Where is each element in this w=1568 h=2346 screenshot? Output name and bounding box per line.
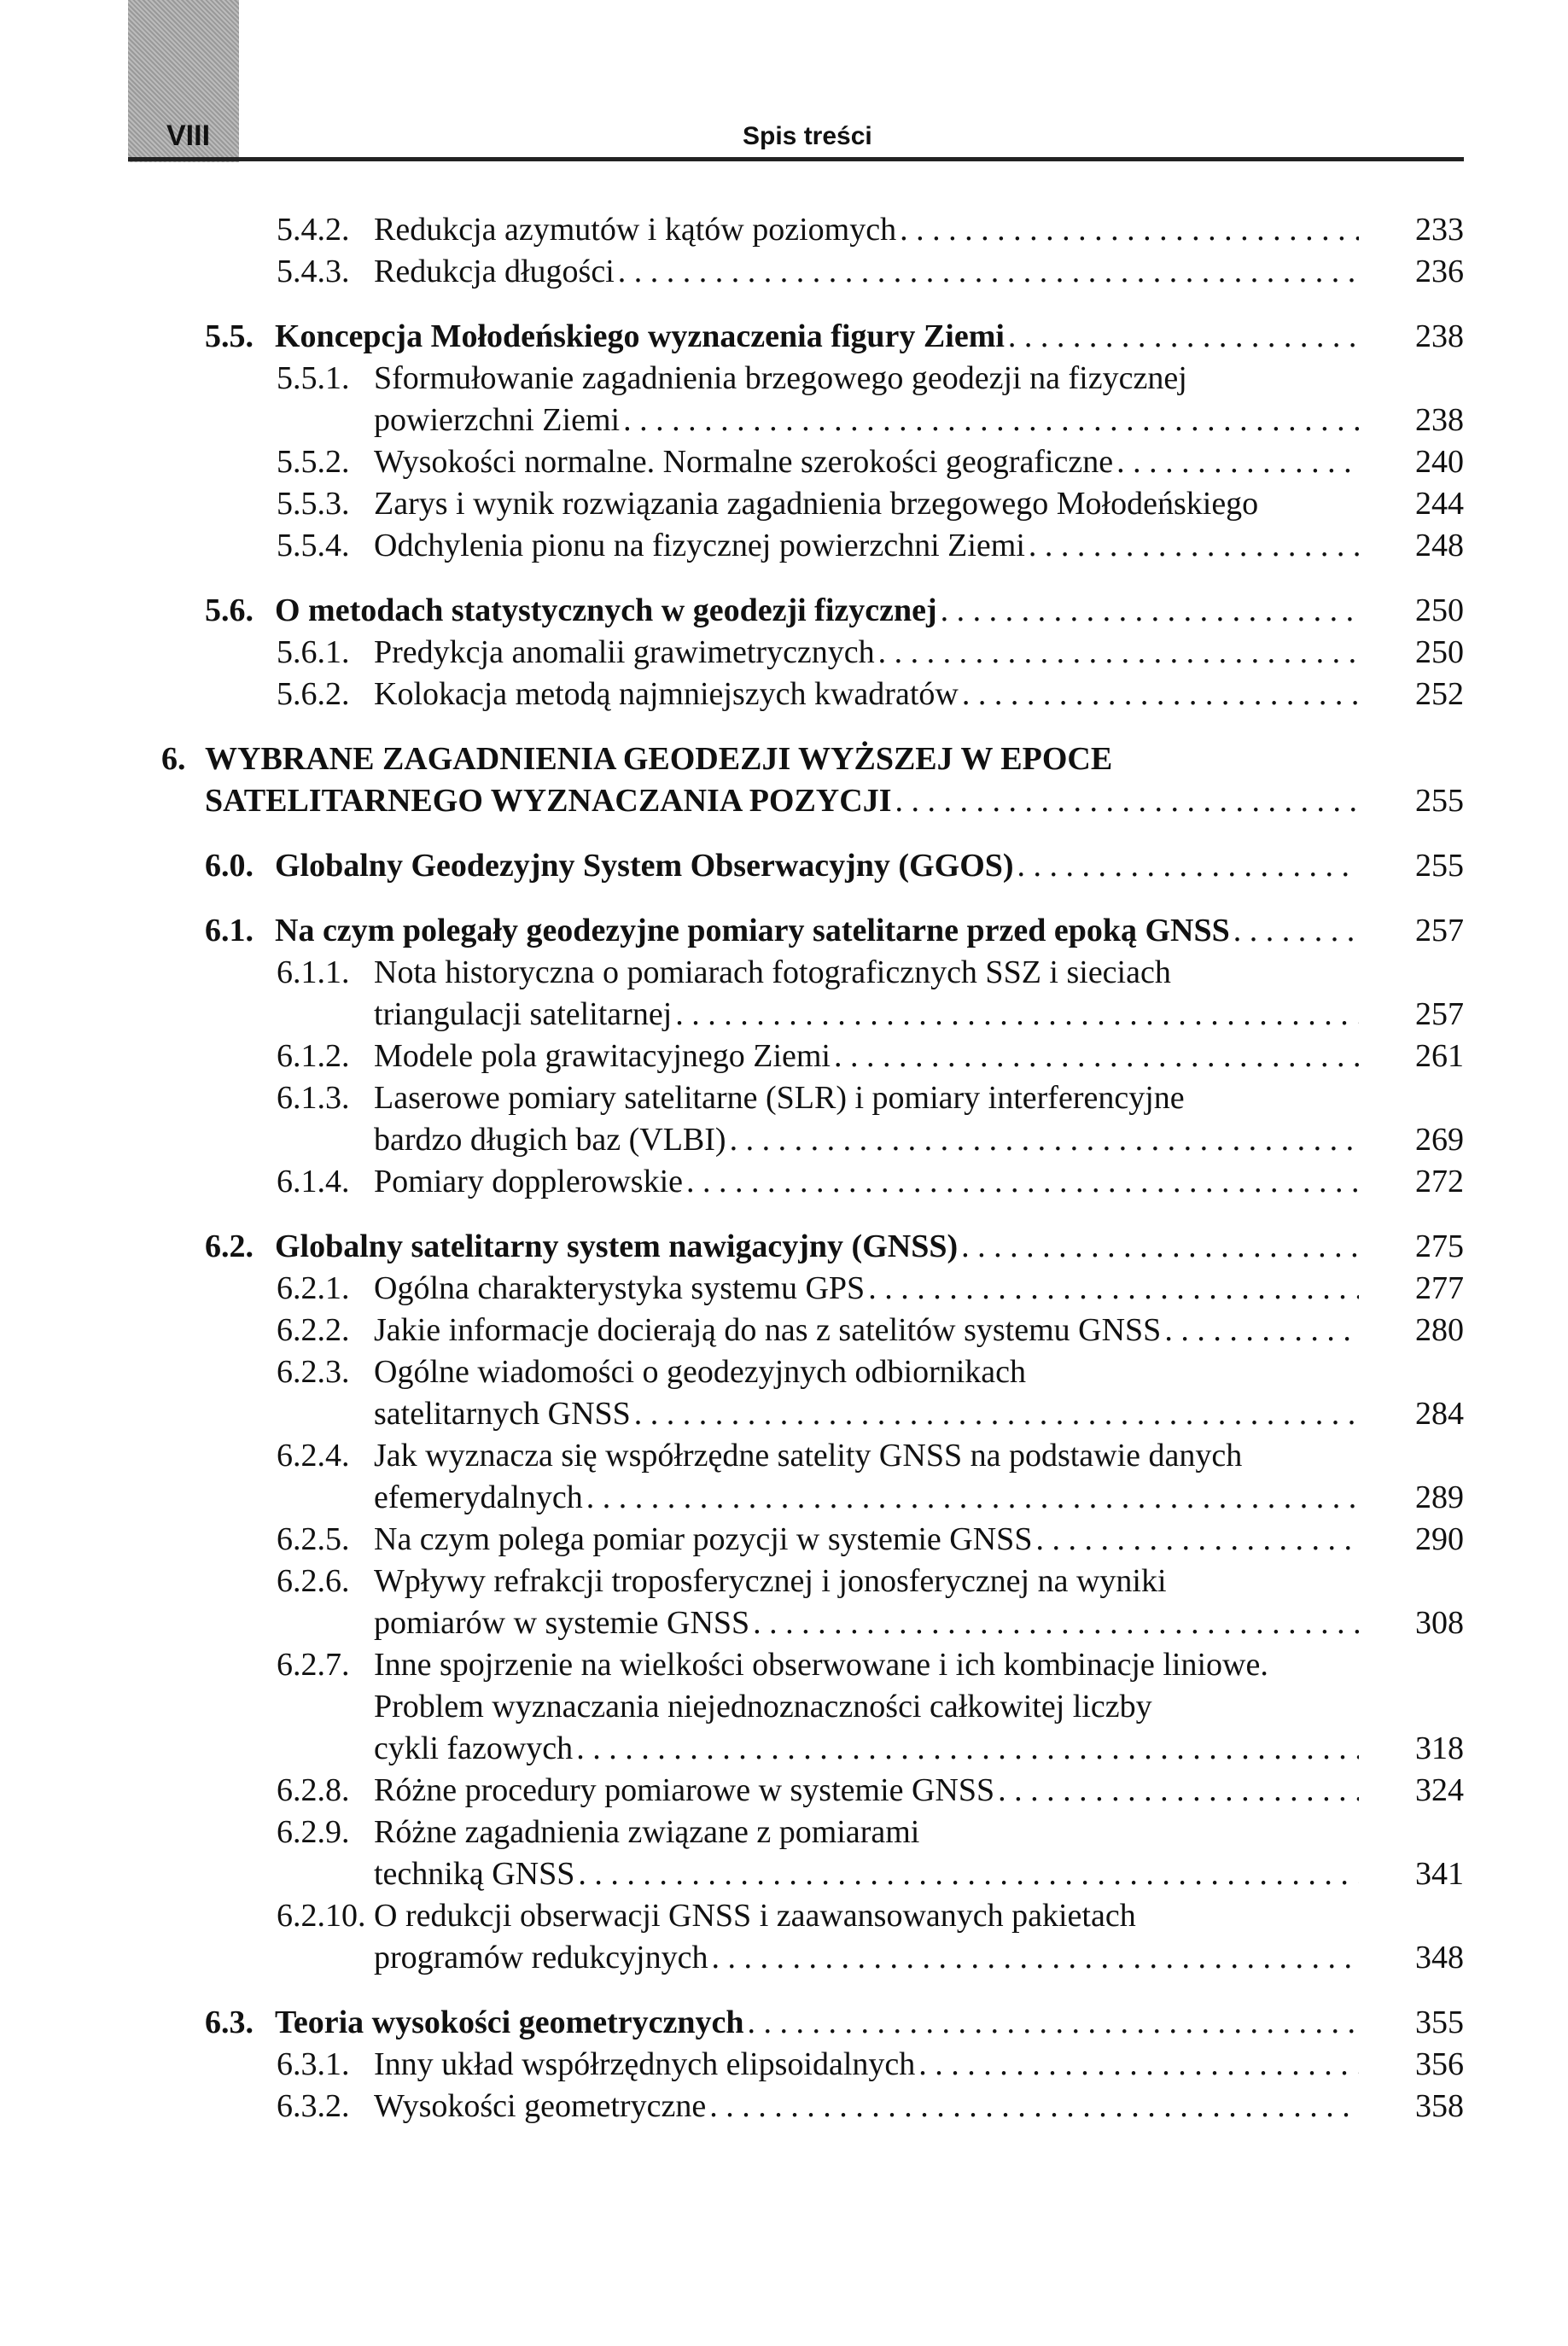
toc-entry: [0, 1770, 1568, 1812]
entry-title: Redukcja azymutów i kątów poziomych: [374, 212, 897, 248]
dot-leader: [1035, 1519, 1359, 1561]
entry-title: Predykcja anomalii grawimetrycznych: [374, 634, 875, 670]
entry-title: Problem wyznaczania niejednoznaczności całkowitej liczby: [374, 1689, 1152, 1724]
toc-entry: [0, 632, 1568, 674]
dot-leader: [1008, 316, 1359, 358]
entry-title: Sformułowanie zagadnienia brzegowego geodezji na fizycznej: [374, 360, 1187, 396]
dot-leader: [1116, 441, 1359, 483]
entry-page-number: 244: [1415, 486, 1464, 522]
entry-page-number: 341: [1415, 1856, 1464, 1892]
dot-leader: [623, 400, 1359, 441]
entry-title: Kolokacja metodą najmniejszych kwadratów: [374, 676, 959, 712]
dot-leader: [634, 1393, 1359, 1435]
entry-title: powierzchni Ziemi: [374, 402, 621, 438]
toc-entry: [0, 316, 1568, 358]
entry-title: Na czym polega pomiar pozycji w systemie GNSS: [374, 1521, 1033, 1557]
toc-entry: [0, 1561, 1568, 1644]
entry-title: Ogólne wiadomości o geodezyjnych odbiornikach: [374, 1354, 1027, 1390]
entry-number: 6.: [161, 741, 186, 777]
entry-page-number: 348: [1415, 1940, 1464, 1975]
entry-number: 6.2.: [205, 1228, 254, 1264]
dot-leader: [576, 1728, 1359, 1770]
entry-title: triangulacji satelitarnej: [374, 996, 673, 1032]
entry-number: 6.1.1.: [277, 954, 350, 990]
entry-title: Różne zagadnienia związane z pomiarami: [374, 1814, 920, 1850]
entry-page-number: 255: [1415, 783, 1464, 819]
entry-number: 6.1.2.: [277, 1038, 350, 1074]
dot-leader: [748, 2002, 1360, 2044]
entry-title: Jakie informacje docierają do nas z satelitów systemu GNSS: [374, 1312, 1162, 1348]
entry-page-number: 356: [1415, 2046, 1464, 2082]
dot-leader: [709, 2086, 1359, 2127]
entry-number: 5.4.2.: [277, 212, 350, 248]
entry-page-number: 233: [1415, 212, 1464, 248]
entry-title: efemerydalnych: [374, 1479, 583, 1515]
entry-number: 6.2.1.: [277, 1270, 350, 1306]
dot-leader: [961, 1226, 1359, 1268]
entry-number: 5.6.2.: [277, 676, 350, 712]
toc-entry: [0, 1895, 1568, 1979]
entry-title: Inny układ współrzędnych elipsoidalnych: [374, 2046, 916, 2082]
entry-number: 6.1.3.: [277, 1080, 350, 1116]
entry-page-number: 250: [1415, 592, 1464, 628]
entry-title: Nota historyczna o pomiarach fotograficznych SSZ i sieciach: [374, 954, 1171, 990]
toc-entry: [0, 1226, 1568, 1268]
dot-leader: [900, 209, 1359, 251]
entry-number: 6.2.7.: [277, 1647, 350, 1683]
entry-page-number: 284: [1415, 1396, 1464, 1432]
entry-title: O redukcji obserwacji GNSS i zaawansowanych pakietach: [374, 1898, 1136, 1934]
entry-title: Odchylenia pionu na fizycznej powierzchni Ziemi: [374, 528, 1025, 563]
dot-leader: [618, 251, 1359, 293]
entry-title: Redukcja długości: [374, 254, 615, 289]
toc-entry: [0, 1268, 1568, 1310]
entry-number: 5.5.: [205, 318, 254, 354]
dot-leader: [895, 780, 1359, 822]
dot-leader: [868, 1268, 1359, 1310]
entry-page-number: 324: [1415, 1772, 1464, 1808]
dot-leader: [753, 1602, 1359, 1644]
entry-page-number: 272: [1415, 1164, 1464, 1199]
toc-entry: [0, 525, 1568, 567]
entry-page-number: 261: [1415, 1038, 1464, 1074]
toc-entry: [0, 2044, 1568, 2086]
entry-number: 6.2.9.: [277, 1814, 350, 1850]
entry-title: Wysokości normalne. Normalne szerokości geograficzne: [374, 444, 1114, 480]
entry-number: 6.2.8.: [277, 1772, 350, 1808]
entry-title: Inne spojrzenie na wielkości obserwowane i ich kombinacje liniowe.: [374, 1647, 1268, 1683]
entry-page-number: 355: [1415, 2005, 1464, 2040]
entry-title: Na czym polegały geodezyjne pomiary satelitarne przed epoką GNSS: [275, 913, 1230, 948]
entry-number: 6.2.6.: [277, 1563, 350, 1599]
dot-leader: [1164, 1310, 1359, 1351]
entry-title: programów redukcyjnych: [374, 1940, 708, 1975]
entry-number: 6.2.4.: [277, 1438, 350, 1474]
page-number: VIII: [166, 120, 211, 152]
toc-entry: [0, 845, 1568, 887]
entry-title: WYBRANE ZAGADNIENIA GEODEZJI WYŻSZEJ W EPOCE: [205, 741, 1113, 777]
entry-page-number: 290: [1415, 1521, 1464, 1557]
entry-title: Pomiary dopplerowskie: [374, 1164, 684, 1199]
dot-leader: [586, 1477, 1359, 1519]
entry-number: 6.3.2.: [277, 2088, 350, 2124]
toc-entry: [0, 2002, 1568, 2044]
entry-title: SATELITARNEGO WYZNACZANIA POZYCJI: [205, 783, 892, 819]
entry-title: Różne procedury pomiarowe w systemie GNSS: [374, 1772, 995, 1808]
entry-title: satelitarnych GNSS: [374, 1396, 631, 1432]
table-of-contents: [0, 209, 1568, 2127]
entry-page-number: 257: [1415, 996, 1464, 1032]
toc-entry: [0, 910, 1568, 952]
entry-number: 6.2.2.: [277, 1312, 350, 1348]
dot-leader: [998, 1770, 1359, 1812]
entry-page-number: 236: [1415, 254, 1464, 289]
running-title: Spis treści: [743, 122, 872, 150]
entry-title: Wysokości geometryczne: [374, 2088, 707, 2124]
dot-leader: [1233, 910, 1359, 952]
entry-number: 6.3.1.: [277, 2046, 350, 2082]
entry-number: 5.5.1.: [277, 360, 350, 396]
dot-leader: [675, 994, 1359, 1036]
header-rule: [128, 157, 1464, 161]
dot-leader: [578, 1853, 1359, 1895]
entry-page-number: 275: [1415, 1228, 1464, 1264]
entry-page-number: 269: [1415, 1122, 1464, 1158]
entry-title: pomiarów w systemie GNSS: [374, 1605, 750, 1641]
entry-title: Wpływy refrakcji troposferycznej i jonosferycznej na wyniki: [374, 1563, 1167, 1599]
entry-page-number: 308: [1415, 1605, 1464, 1641]
entry-page-number: 318: [1415, 1730, 1464, 1766]
entry-number: 5.5.4.: [277, 528, 350, 563]
entry-number: 5.4.3.: [277, 254, 350, 289]
toc-entry: [0, 441, 1568, 483]
toc-entry: [0, 1036, 1568, 1077]
entry-title: techniką GNSS: [374, 1856, 575, 1892]
toc-entry: [0, 1161, 1568, 1203]
toc-entry: [0, 1519, 1568, 1561]
dot-leader: [941, 590, 1359, 632]
entry-title: Teoria wysokości geometrycznych: [275, 2005, 744, 2040]
entry-number: 6.2.5.: [277, 1521, 350, 1557]
toc-entry: [0, 952, 1568, 1036]
dot-leader: [686, 1161, 1359, 1203]
entry-page-number: 277: [1415, 1270, 1464, 1306]
dot-leader: [834, 1036, 1359, 1077]
entry-title: Modele pola grawitacyjnego Ziemi: [374, 1038, 831, 1074]
entry-title: Zarys i wynik rozwiązania zagadnienia brzegowego Mołodeńskiego: [374, 486, 1259, 522]
toc-entry: [0, 738, 1568, 822]
toc-entry: [0, 209, 1568, 251]
dot-leader: [730, 1119, 1359, 1161]
toc-entry: [0, 1644, 1568, 1770]
entry-number: 5.5.3.: [277, 486, 350, 522]
entry-page-number: 252: [1415, 676, 1464, 712]
entry-page-number: 255: [1415, 848, 1464, 884]
entry-page-number: 238: [1415, 318, 1464, 354]
toc-entry: [0, 358, 1568, 441]
entry-title: O metodach statystycznych w geodezji fizycznej: [275, 592, 937, 628]
toc-entry: [0, 1351, 1568, 1435]
toc-entry: [0, 1435, 1568, 1519]
toc-entry: [0, 1812, 1568, 1895]
entry-page-number: 280: [1415, 1312, 1464, 1348]
entry-title: Jak wyznacza się współrzędne satelity GNSS na podstawie danych: [374, 1438, 1243, 1474]
dot-leader: [962, 674, 1359, 715]
entry-title: Laserowe pomiary satelitarne (SLR) i pomiary interferencyjne: [374, 1080, 1185, 1116]
entry-page-number: 238: [1415, 402, 1464, 438]
dot-leader: [1017, 845, 1359, 887]
entry-page-number: 250: [1415, 634, 1464, 670]
toc-entry: [0, 1310, 1568, 1351]
dot-leader: [1029, 525, 1359, 567]
entry-page-number: 289: [1415, 1479, 1464, 1515]
toc-entry: [0, 2086, 1568, 2127]
toc-entry: [0, 590, 1568, 632]
dot-leader: [712, 1937, 1360, 1979]
entry-number: 6.1.: [205, 913, 254, 948]
toc-entry: [0, 251, 1568, 293]
entry-title: Ogólna charakterystyka systemu GPS: [374, 1270, 866, 1306]
entry-title: Globalny Geodezyjny System Obserwacyjny (GGOS): [275, 848, 1014, 884]
entry-page-number: 257: [1415, 913, 1464, 948]
dot-leader: [878, 632, 1359, 674]
entry-number: 6.3.: [205, 2005, 254, 2040]
entry-page-number: 248: [1415, 528, 1464, 563]
entry-number: 6.1.4.: [277, 1164, 350, 1199]
entry-number: 6.2.10.: [277, 1898, 366, 1934]
entry-title: Koncepcja Mołodeńskiego wyznaczenia figury Ziemi: [275, 318, 1005, 354]
entry-page-number: 358: [1415, 2088, 1464, 2124]
entry-title: cykli fazowych: [374, 1730, 574, 1766]
toc-entry: [0, 483, 1568, 525]
entry-number: 5.5.2.: [277, 444, 350, 480]
entry-number: 6.0.: [205, 848, 254, 884]
entry-number: 5.6.: [205, 592, 254, 628]
entry-title: bardzo długich baz (VLBI): [374, 1122, 726, 1158]
entry-number: 6.2.3.: [277, 1354, 350, 1390]
entry-number: 5.6.1.: [277, 634, 350, 670]
toc-entry: [0, 1077, 1568, 1161]
dot-leader: [918, 2044, 1359, 2086]
entry-title: Globalny satelitarny system nawigacyjny (GNSS): [275, 1228, 959, 1264]
toc-entry: [0, 674, 1568, 715]
entry-page-number: 240: [1415, 444, 1464, 480]
